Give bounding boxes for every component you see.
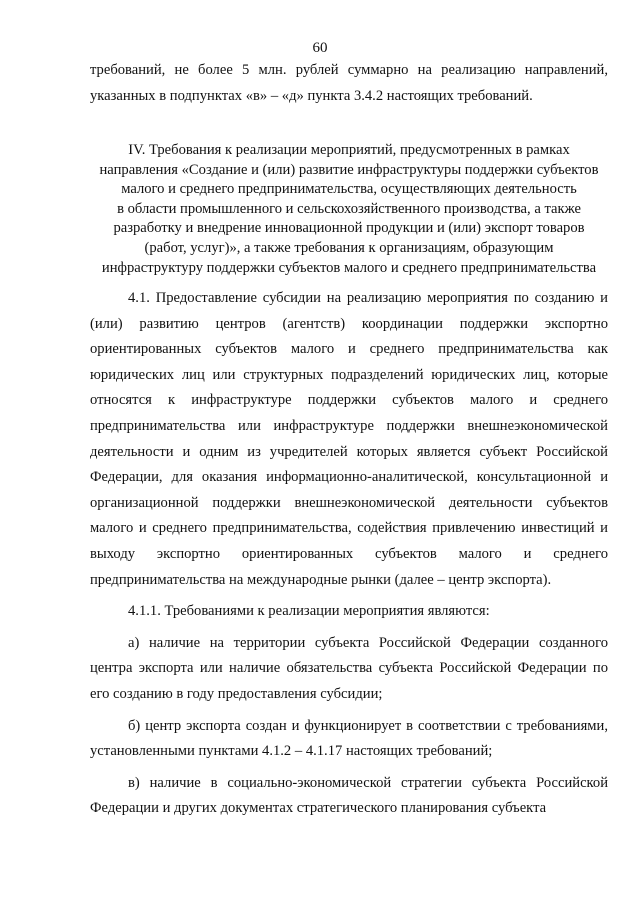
paragraph-item-a: а) наличие на территории субъекта Российской Федерации созданного центра экспорта или наличие обязательства субъекта Российской Федерации по его созданию в году предоставления субсидии; bbox=[90, 634, 608, 702]
paragraph-4-1-1: 4.1.1. Требованиями к реализации мероприятия являются: bbox=[128, 603, 490, 620]
heading-line: малого и среднего предпринимательства, осуществляющих деятельность bbox=[121, 181, 577, 198]
paragraph-item-b: б) центр экспорта создан и функционирует в соответствии с требованиями, установленными пунктами 4.1.2 – 4.1.17 настоящих требований; bbox=[90, 717, 608, 760]
heading-line: направления «Создание и (или) развитие инфраструктуры поддержки субъектов bbox=[99, 161, 599, 178]
paragraph-item-v: в) наличие в социально-экономической стратегии субъекта Российской Федерации и других документах стратегического планирования субъекта bbox=[90, 774, 608, 817]
section-heading bbox=[90, 141, 608, 278]
heading-line: инфраструктуру поддержки субъектов малого и среднего предпринимательства bbox=[101, 259, 597, 276]
heading-line: (работ, услуг)», а также требования к организациям, образующим bbox=[144, 239, 554, 256]
heading-line: в области промышленного и сельскохозяйственного производства, а также bbox=[117, 200, 581, 217]
main-text-block bbox=[90, 286, 608, 822]
paragraph-4-1: 4.1. Предоставление субсидии на реализацию мероприятия по созданию и (или) развитию центров (агентств) координации поддержки экспортно ориентированных субъектов малого и среднего предпринимательства как юридических лиц или структурных подразделений юридических лиц, которые относятся к инфраструктуре поддержки субъектов малого и среднего предпринимательства или инфраструктуре поддержки внешнеэкономической деятельности и одним из учредителей которых является субъект Российской Федерации, для оказания информационно-аналитической, консультационной и организационной поддержки внешнеэкономической деятельности субъектов малого и среднего предпринимательства, содействия привлечению инвестиций и выходу экспортно ориентированных субъектов малого и среднего предпринимательства на международные рынки (далее – центр экспорта). bbox=[90, 290, 608, 588]
heading-line: разработку и внедрение инновационной продукции и (или) экспорт товаров bbox=[113, 220, 585, 237]
continuation-paragraph: требований, не более 5 млн. рублей суммарно на реализацию направлений, указанных в подпунктах «в» – «д» пункта 3.4.2 настоящих требований. bbox=[90, 62, 608, 104]
page-number: 60 bbox=[312, 40, 328, 56]
heading-line: IV. Требования к реализации мероприятий, предусмотренных в рамках bbox=[128, 142, 570, 158]
continuation-block bbox=[90, 58, 608, 109]
